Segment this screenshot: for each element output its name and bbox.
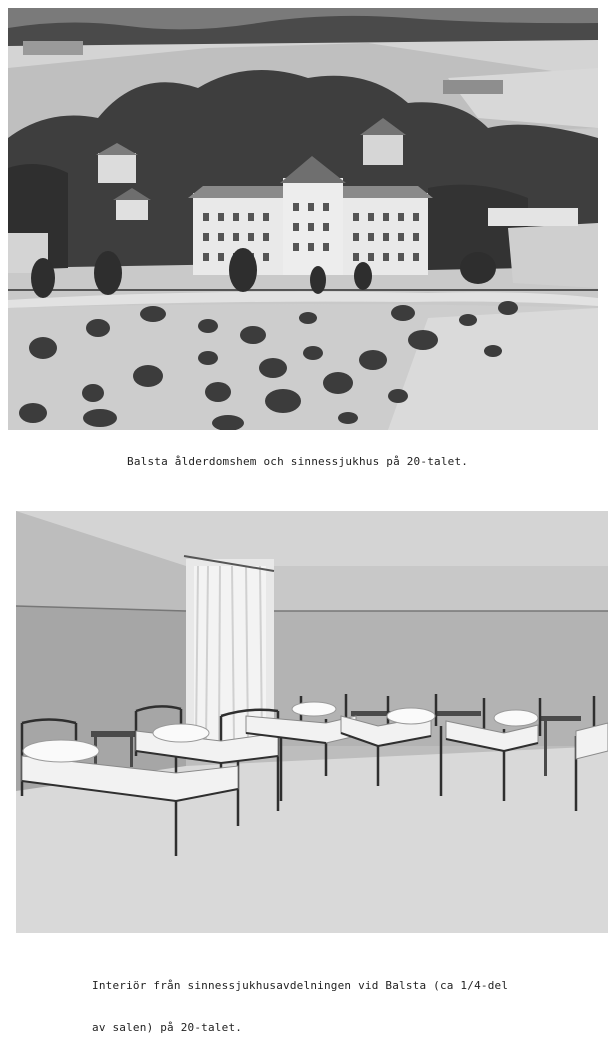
interior-photo-caption: [92, 951, 508, 1049]
interior-photo: [16, 511, 608, 933]
aerial-photo-caption: Balsta ålderdomshem och sinnessjukhus på 20-talet.: [127, 455, 469, 468]
caption-line-2: av salen) på 20-talet.: [92, 1021, 243, 1034]
aerial-photo: [8, 8, 598, 430]
caption-line-1: Interiör från sinnessjukhusavdelningen vid Balsta (ca 1/4-del: [92, 979, 509, 992]
